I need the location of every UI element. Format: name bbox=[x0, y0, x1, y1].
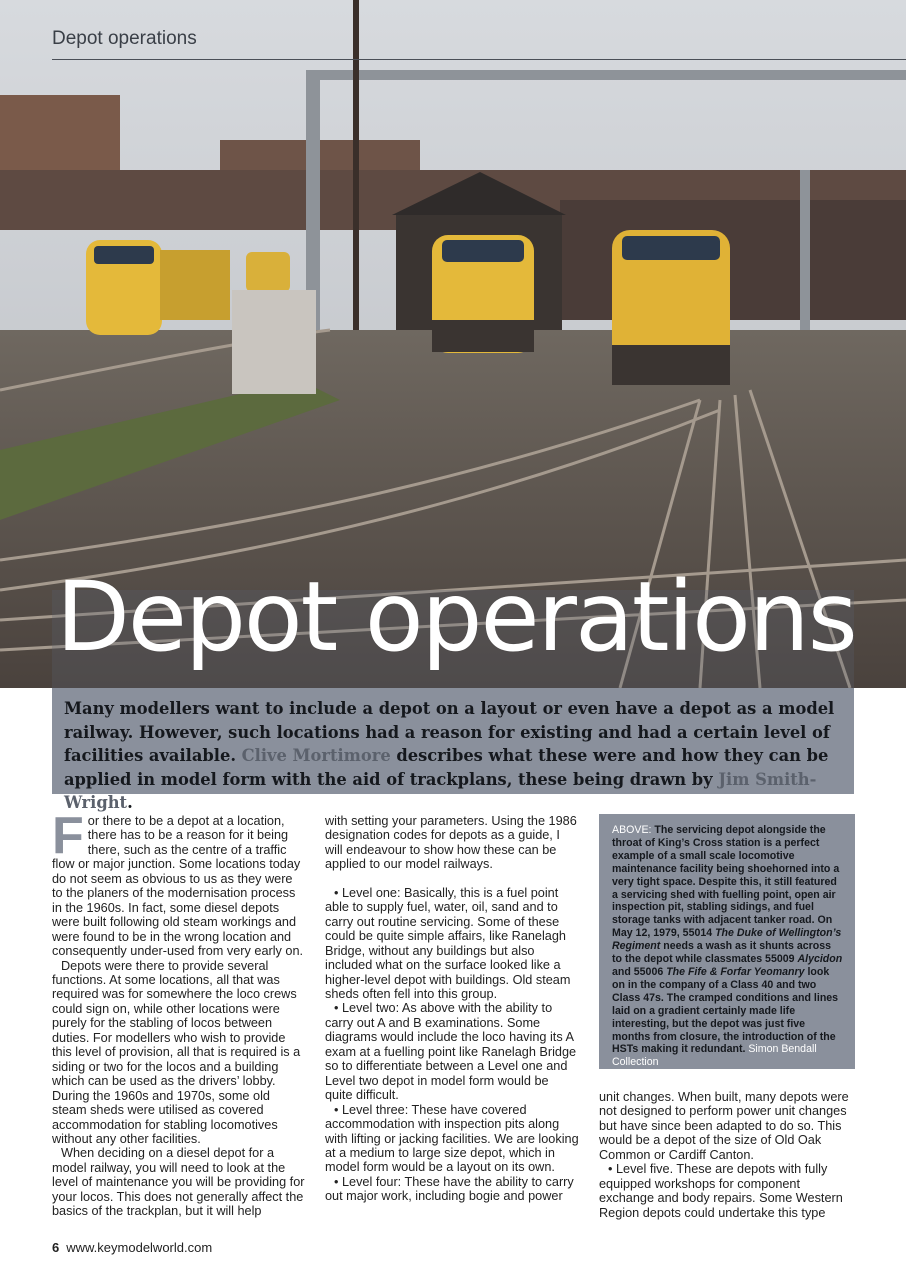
paragraph-gap bbox=[325, 872, 579, 886]
body-paragraph: Depots were there to provide several functions. At some locations, all that was required was for somewhere the loco crews could sign on, while other locations were purely for the stabling of locos between duties. For modellers who wish to provide this level of provision, all that is required is a siding or two for the locos and a building which can be used as the drivers’ lobby. During the 1960s and 1970s, some old steam sheds were utilised as covered accommodation for stabling locomotives without any other facilities. bbox=[52, 958, 301, 1146]
section-divider bbox=[52, 59, 906, 60]
page-footer bbox=[52, 1240, 212, 1255]
body-paragraph: unit changes. When built, many depots were not designed to perform power unit changes but have since been adapted to do so. This would be a depot of the size of Old Oak Common or Cardiff Canton. bbox=[599, 1090, 849, 1162]
body-column-1 bbox=[52, 807, 306, 1219]
caption-lead: ABOVE: bbox=[612, 824, 655, 836]
body-column-2 bbox=[325, 814, 579, 1204]
standfirst-text: . bbox=[127, 793, 133, 812]
page-title: Depot operations bbox=[56, 561, 856, 673]
standfirst bbox=[52, 688, 854, 812]
website-link[interactable]: www.keymodelworld.com bbox=[66, 1240, 213, 1255]
body-column-3 bbox=[599, 1090, 855, 1220]
body-paragraph: When deciding on a diesel depot for a model railway, you will need to look at the level of maintenance you will be providing for your locos. This does not generally affect the basics of the trackplan, but it will help bbox=[52, 1146, 305, 1219]
level-one-item: • Level one: Basically, this is a fuel point able to supply fuel, water, oil, sand and to carry out routine servicing. Some of these could be quite simple affairs, like Ranelagh Bridge, without any buildings but also included what on the surface looked like a higher-level depot with buildings. Old steam sheds often fell into this group. bbox=[325, 885, 571, 1001]
photo-caption: ABOVE: The servicing depot alongside the throat of King’s Cross station is a perfect example of a small scale locomotive maintenance facility being shoehorned into a very tight space. Despite this, it still featured a servicing shed with fuelling point, open air inspection pit, stabling sidings, and fuel storage tanks with adjacent tanker road. On May 12, 1979, 55014 The Duke of Wellington’s Regiment needs a wash as it shunts across to the depot while classmates 55009 Alycidon and 55006 The Fife & Forfar Yeomanry look on in the company of a Class 40 and two Class 47s. The cramped conditions and lines laid on a gradient certainly made life interesting, but the depot was just five months from closure, the introduction of the HSTs making it redundant. Simon Bendall Collection bbox=[599, 814, 855, 1069]
section-label: Depot operations bbox=[52, 28, 197, 49]
loco-right bbox=[612, 230, 730, 385]
drop-cap: F bbox=[52, 807, 84, 865]
loco-name: The Fife & Forfar Yeomanry bbox=[666, 965, 805, 978]
author-name: Clive Mortimore bbox=[241, 746, 391, 765]
standfirst-text: Many modellers want to include a depot on a layout or even have a depot as a model railway. However, such locations had a reason for existing and had a certain level of facilities available. bbox=[64, 699, 835, 765]
body-paragraph: with setting your parameters. Using the 1986 designation codes for depots as a guide, I will endeavour to show how these can be applied to our model railways. bbox=[325, 814, 577, 872]
loco-middle bbox=[432, 235, 534, 353]
level-three-item: • Level three: These have covered accommodation with inspection pits along with lifting or jacking facilities. We are looking at a medium to large size depot, which in model form would be a layout on its own. bbox=[325, 1102, 579, 1175]
level-two-item: • Level two: As above with the ability to carry out A and B examinations. Some diagrams would include the loco having its A exam at a fuelling point like Ranelagh Bridge so to differentiate between a Level one and Level two depot in model form would be quite difficult. bbox=[325, 1001, 577, 1103]
illustrator-name: Jim Smith-Wright bbox=[64, 769, 817, 812]
level-five-item: • Level five. These are depots with fully equipped workshops for component exchange and body repairs. Some Western Region depots could undertake this type bbox=[599, 1162, 843, 1220]
loco-name: Alycidon bbox=[797, 953, 843, 966]
standfirst-text: describes what these were and how they can be applied in model form with the aid of trackplans, these being drawn by bbox=[64, 746, 829, 789]
loco-name: The Duke of Wellington’s Regiment bbox=[612, 927, 842, 953]
page-number: 6 bbox=[52, 1240, 60, 1255]
level-four-item: • Level four: These have the ability to carry out major work, including bogie and power bbox=[325, 1174, 574, 1204]
body-paragraph: For there to be a depot at a location, there has to be a reason for it being there, such as the centre of a traffic flow or major junction. Some locations today do not seem as obvious to us as they were to the planers of the modernisation process in the 1960s. In fact, some diesel depots were built following old steam workings and were found to be in the wrong location and consequently under-used from very early on. bbox=[52, 807, 304, 959]
photo-credit: Simon Bendall Collection bbox=[612, 1043, 817, 1069]
